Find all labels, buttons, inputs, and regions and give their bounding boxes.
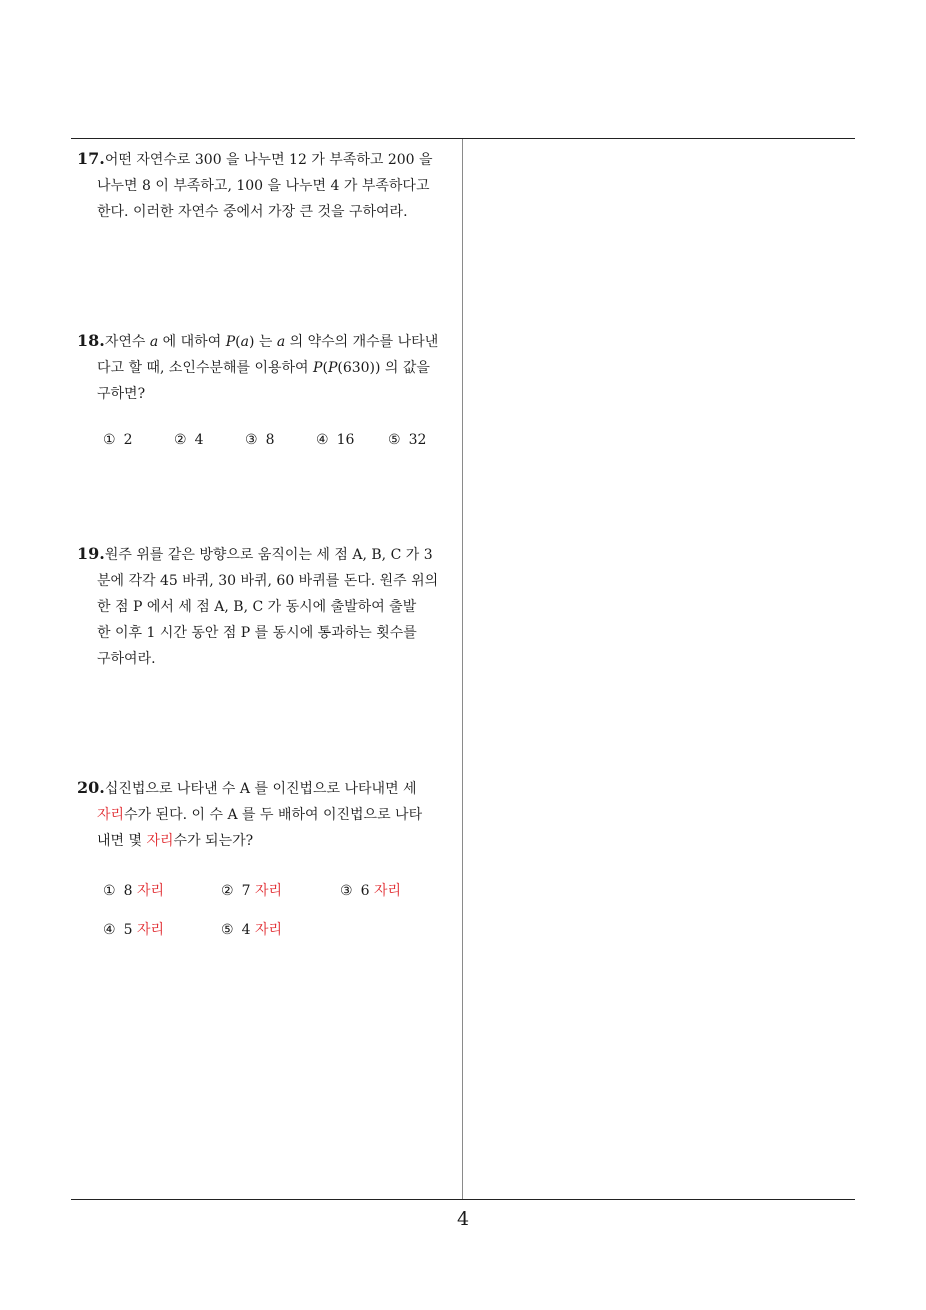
column-divider [462,139,463,1199]
choice-2[interactable] [174,432,203,448]
problem-19 [78,541,456,672]
choice-value: 7 [241,883,251,899]
choice-value: 6 [360,883,370,899]
choice-mark: ② [221,883,234,899]
highlight-text: 자리 [97,807,125,823]
bottom-rule [71,1199,855,1200]
choice-2[interactable] [221,880,282,900]
choice-mark: ③ [340,883,353,899]
choice-value: 5 [123,922,133,938]
math-var: a [240,334,249,350]
text-span: 수가 되는가? [173,833,254,849]
math-var: P [313,360,323,376]
problem-20-line-2 [78,802,456,828]
problem-20-line-3 [78,828,456,854]
text-span: 내면 몇 [97,833,147,849]
choice-1[interactable] [103,432,132,448]
problem-19-line-4: 한 이후 1 시간 동안 점 P 를 동시에 통과하는 횟수를 [97,625,417,641]
choice-mark: ⑤ [221,922,234,938]
problem-number: 18. [77,331,105,350]
choice-value: 16 [336,432,355,448]
choice-mark: ⑤ [388,432,401,448]
choice-mark: ③ [245,432,258,448]
problem-20-line-1 [78,775,456,802]
text-span: (630)) 의 값을 [337,360,430,376]
choice-3[interactable] [340,880,401,900]
choice-value: 2 [123,432,133,448]
problem-19-line-2: 분에 각각 45 바퀴, 30 바퀴, 60 바퀴를 돈다. 원주 위의 [97,573,439,589]
text-span: 수가 된다. 이 수 A 를 두 배하여 이진법으로 나타 [124,807,423,823]
choice-unit: 자리 [136,883,164,899]
problem-17-text-1: 어떤 자연수로 300 을 나누면 12 가 부족하고 200 을 [104,152,433,168]
choice-1[interactable] [103,880,164,900]
highlight-text: 자리 [146,833,174,849]
choice-unit: 자리 [254,883,282,899]
choice-mark: ④ [316,432,329,448]
text-span: ( [235,334,241,350]
text-span: ) 는 [248,334,277,350]
text-span: 에 대하여 [158,334,226,350]
text-span: 자연수 [104,334,150,350]
problem-number: 20. [77,778,105,797]
problem-18-line-3: 구하면? [97,386,146,402]
text-span: 원주 위를 같은 방향으로 움직이는 세 점 A, B, C 가 3 [104,547,433,563]
math-var: P [225,334,236,350]
choice-4[interactable] [316,432,354,448]
text-span: 다고 할 때, 소인수분해를 이용하여 [97,360,314,376]
choice-value: 8 [265,432,275,448]
text-span: ( [322,360,328,376]
choice-value: 4 [241,922,251,938]
problem-19-line-5: 구하여라. [97,651,156,667]
math-var: a [276,334,286,350]
problem-18-line-2 [78,355,456,381]
problem-17-line-2: 나누면 8 이 부족하고, 100 을 나누면 4 가 부족하다고 [97,178,430,194]
problem-18 [78,328,456,407]
choice-mark: ② [174,432,187,448]
problem-number: 19. [77,544,105,563]
choice-mark: ④ [103,922,116,938]
math-var: a [149,334,159,350]
problem-17-line-1 [78,146,456,173]
problem-number: 17. [77,149,105,168]
choice-3[interactable] [245,432,274,448]
choice-value: 32 [408,432,427,448]
choice-value: 4 [194,432,204,448]
choice-value: 8 [123,883,133,899]
choice-mark: ① [103,883,116,899]
top-rule [71,138,855,139]
problem-18-line-1 [78,328,456,355]
page-number: 4 [456,1208,470,1230]
choice-5[interactable] [388,432,426,448]
text-span: 의 약수의 개수를 나타낸 [285,334,439,350]
problem-17 [78,146,456,225]
choice-4[interactable] [103,919,164,939]
problem-19-line-3: 한 점 P 에서 세 점 A, B, C 가 동시에 출발하여 출발 [97,599,417,615]
choice-unit: 자리 [136,922,164,938]
choice-unit: 자리 [373,883,401,899]
choice-5[interactable] [221,919,282,939]
math-var: P [327,360,338,376]
choice-unit: 자리 [254,922,282,938]
problem-17-line-3: 한다. 이러한 자연수 중에서 가장 큰 것을 구하여라. [97,204,408,220]
choice-mark: ① [103,432,116,448]
text-span: 십진법으로 나타낸 수 A 를 이진법으로 나타내면 세 [104,781,417,797]
problem-20 [78,775,456,854]
problem-19-line-1 [78,541,456,568]
